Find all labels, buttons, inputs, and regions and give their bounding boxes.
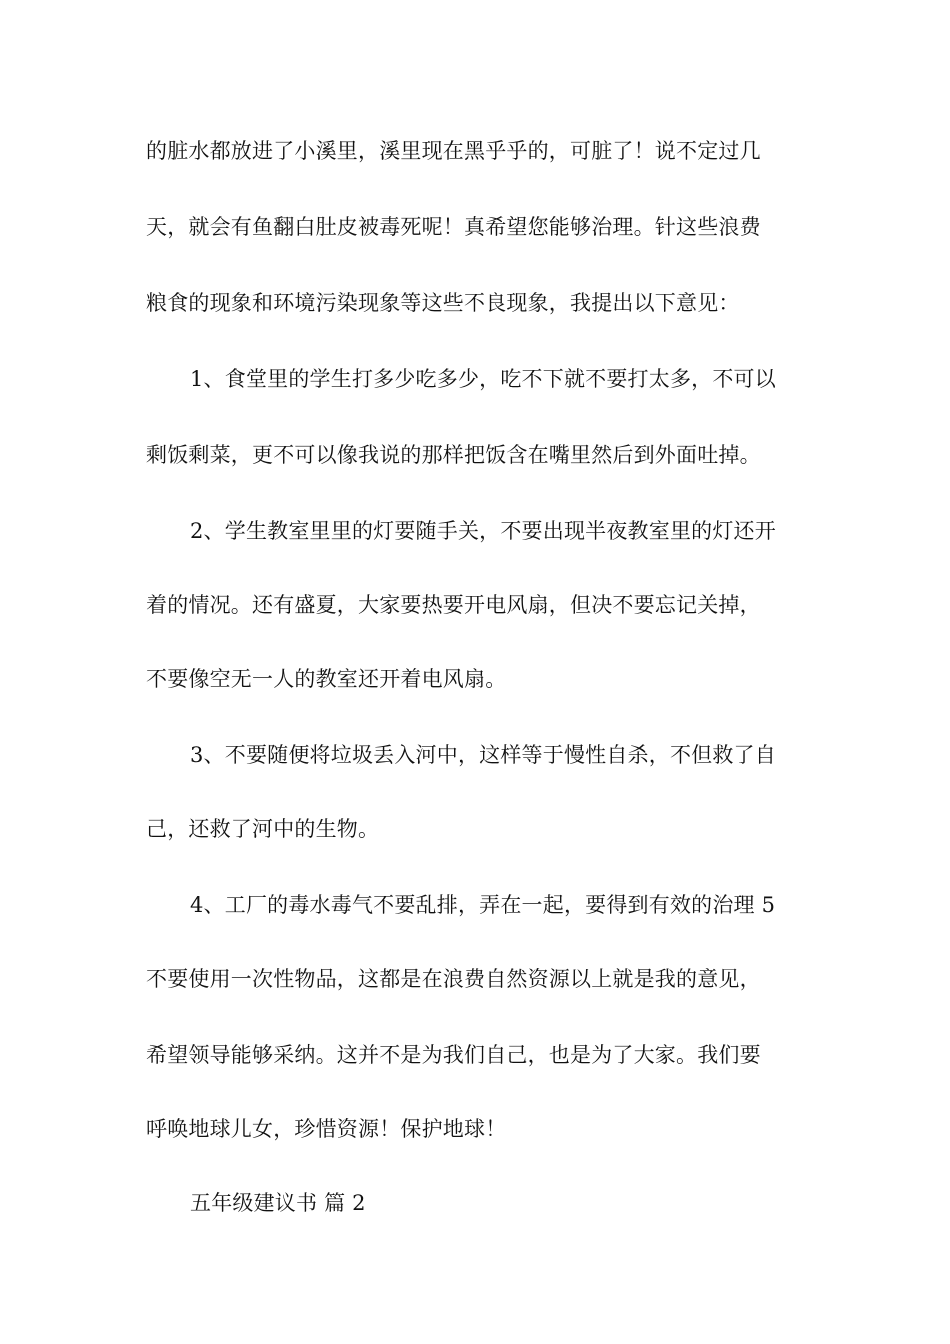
text-line: 希望领导能够采纳。这并不是为我们自己，也是为了大家。我们要 <box>146 1043 761 1067</box>
text-line: 剩饭剩菜，更不可以像我说的那样把饭含在嘴里然后到外面吐掉。 <box>146 443 761 467</box>
text-line: 的脏水都放进了小溪里，溪里现在黑乎乎的，可脏了！说不定过几 <box>146 139 761 163</box>
text-line: 呼唤地球儿女，珍惜资源！保护地球！ <box>146 1117 507 1141</box>
text-line: 天，就会有鱼翻白肚皮被毒死呢！真希望您能够治理。针这些浪费 <box>146 215 761 239</box>
list-item-4-line: 4、工厂的毒水毒气不要乱排，弄在一起，要得到有效的治理 5 <box>190 893 776 917</box>
section-title: 五年级建议书 篇 2 <box>190 1191 366 1215</box>
text-line: 着的情况。还有盛夏，大家要热要开电风扇，但决不要忘记关掉， <box>146 593 761 617</box>
list-item-1-line: 1、食堂里的学生打多少吃多少，吃不下就不要打太多，不可以 <box>190 367 776 391</box>
text-line: 不要像空无一人的教室还开着电风扇。 <box>146 667 507 691</box>
list-item-2-line: 2、学生教室里里的灯要随手关，不要出现半夜教室里的灯还开 <box>190 519 776 543</box>
list-item-3-line: 3、不要随便将垃圾丢入河中，这样等于慢性自杀，不但救了自 <box>190 743 776 767</box>
text-line: 粮食的现象和环境污染现象等这些不良现象，我提出以下意见： <box>146 291 740 315</box>
text-line: 己，还救了河中的生物。 <box>146 817 380 841</box>
text-line: 不要使用一次性物品，这都是在浪费自然资源以上就是我的意见， <box>146 967 761 991</box>
